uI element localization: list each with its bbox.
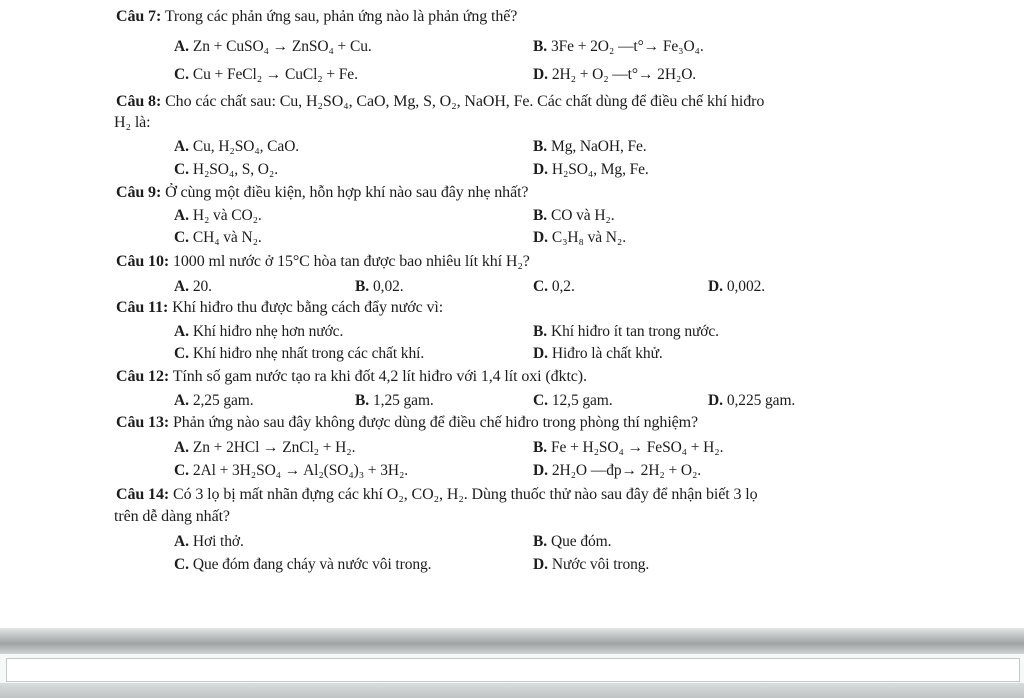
question-text: Cho các chất sau: Cu, H₂SO₄, CaO, Mg, S, O₂, NaOH, Fe. Các chất dùng để điều chế khí hiđro — [165, 93, 765, 110]
question-text: Ở cùng một điều kiện, hỗn hợp khí nào sau đây nhẹ nhất? — [165, 184, 529, 201]
option-text: Cu, H₂SO₄, CaO. — [192, 138, 300, 155]
option-c — [174, 461, 408, 481]
question-14 — [116, 485, 758, 505]
option-d — [533, 461, 701, 481]
option-text: H₂ và CO₂. — [192, 207, 262, 224]
question-number: Câu 11: — [116, 299, 169, 316]
option-label: B. — [533, 138, 548, 155]
option-label: A. — [174, 278, 189, 295]
option-text: Khí hiđro ít tan trong nước. — [551, 323, 719, 340]
option-text: Fe + H₂SO₄ → FeSO₄ + H₂. — [551, 439, 724, 456]
question-number: Câu 13: — [116, 414, 170, 431]
option-label: B. — [533, 207, 548, 224]
option-label: A. — [174, 392, 189, 409]
option-label: B. — [533, 38, 548, 55]
option-text: Nước vôi trong. — [551, 556, 650, 573]
option-a — [174, 391, 254, 411]
question-10 — [116, 252, 530, 272]
option-label: C. — [533, 392, 548, 409]
option-label: C. — [174, 556, 189, 573]
option-label: B. — [355, 392, 370, 409]
option-text: Zn + 2HCl → ZnCl₂ + H₂. — [192, 439, 356, 456]
question-9 — [116, 183, 528, 203]
option-text: H₂SO₄, Mg, Fe. — [551, 161, 649, 178]
question-text: Phản ứng nào sau đây không được dùng để điều chế hiđro trong phòng thí nghiệm? — [173, 414, 699, 431]
option-b — [533, 438, 723, 458]
option-label: D. — [533, 229, 548, 246]
option-text: 2Al + 3H₂SO₄ → Al₂(SO₄)₃ + 3H₂. — [192, 462, 409, 479]
question-14-continuation: trên dễ dàng nhất? — [114, 508, 230, 525]
option-d — [708, 277, 765, 297]
option-text: CO và H₂. — [551, 207, 615, 224]
option-a — [174, 532, 244, 552]
option-label: D. — [533, 161, 548, 178]
option-a — [174, 277, 212, 297]
question-text: Trong các phản ứng sau, phản ứng nào là phản ứng thế? — [164, 8, 518, 25]
option-b — [533, 37, 704, 57]
option-d — [708, 391, 795, 411]
option-label: A. — [174, 207, 189, 224]
option-text: 0,002. — [726, 278, 766, 295]
option-label: A. — [174, 439, 189, 456]
option-text: 2,25 gam. — [192, 392, 254, 409]
option-label: D. — [533, 556, 548, 573]
option-label: B. — [533, 533, 548, 550]
option-a — [174, 37, 372, 57]
question-number: Câu 10: — [116, 253, 170, 270]
question-12 — [116, 367, 587, 387]
option-text: 2H₂O —đp→ 2H₂ + O₂. — [551, 462, 702, 479]
option-label: D. — [533, 345, 548, 362]
option-text: CH₄ và N₂. — [192, 229, 262, 246]
option-label: C. — [174, 66, 189, 83]
option-text: Khí hiđro nhẹ nhất trong các chất khí. — [192, 345, 425, 362]
option-c — [174, 65, 358, 85]
option-text: 12,5 gam. — [551, 392, 613, 409]
next-page-strip[interactable] — [6, 658, 1020, 682]
option-a — [174, 137, 299, 157]
question-8 — [116, 92, 764, 112]
option-c — [174, 160, 278, 180]
option-label: A. — [174, 533, 189, 550]
option-a — [174, 438, 355, 458]
option-text: 1,25 gam. — [373, 392, 434, 409]
option-label: D. — [708, 278, 723, 295]
option-text: C₃H₈ và N₂. — [551, 229, 626, 246]
question-13 — [116, 413, 698, 433]
option-label: B. — [533, 439, 548, 456]
option-text: Khí hiđro nhẹ hơn nước. — [192, 323, 344, 340]
question-text: Tính số gam nước tạo ra khi đốt 4,2 lít hiđro với 1,4 lít oxi (đktc). — [172, 368, 587, 385]
option-label: A. — [174, 323, 189, 340]
option-text: 0,02. — [373, 278, 404, 295]
option-b — [355, 391, 434, 411]
option-text: Hơi thở. — [192, 533, 244, 550]
option-label: A. — [174, 138, 189, 155]
option-text: 3Fe + 2O₂ —t°→ Fe₃O₄. — [551, 38, 704, 55]
option-label: B. — [355, 278, 370, 295]
option-c — [174, 555, 431, 575]
option-text: Que đóm đang cháy và nước vôi trong. — [192, 556, 432, 573]
question-text: Có 3 lọ bị mất nhãn đựng các khí O₂, CO₂, H₂. Dùng thuốc thử nào sau đây để nhận biết 3 lọ — [173, 486, 758, 503]
option-d — [533, 160, 649, 180]
option-d — [533, 344, 663, 364]
question-number: Câu 12: — [116, 368, 170, 385]
option-text: 0,225 gam. — [726, 392, 796, 409]
option-text: Mg, NaOH, Fe. — [551, 138, 647, 155]
option-label: C. — [174, 462, 189, 479]
option-d — [533, 228, 626, 248]
option-label: D. — [533, 66, 548, 83]
option-text: Zn + CuSO₄ → ZnSO₄ + Cu. — [192, 38, 372, 55]
option-text: 20. — [192, 278, 212, 295]
option-a — [174, 322, 343, 342]
option-d — [533, 555, 649, 575]
question-11 — [116, 298, 443, 318]
question-number: Câu 14: — [116, 486, 170, 503]
question-text: Khí hiđro thu được bằng cách đẩy nước vì: — [172, 299, 444, 316]
option-b — [533, 137, 647, 157]
option-c — [174, 344, 424, 364]
option-label: A. — [174, 38, 189, 55]
option-label: B. — [533, 323, 548, 340]
option-b — [533, 532, 611, 552]
option-text: Que đóm. — [551, 533, 612, 550]
question-8-continuation: H₂ là: — [114, 114, 151, 131]
page-edge-shadow — [0, 628, 1024, 654]
option-c — [174, 228, 262, 248]
question-text: 1000 ml nước ở 15°C hòa tan được bao nhiêu lít khí H₂? — [173, 253, 530, 270]
question-number: Câu 7: — [116, 8, 162, 25]
option-label: C. — [174, 345, 189, 362]
option-text: Hiđro là chất khử. — [551, 345, 663, 362]
question-number: Câu 9: — [116, 184, 162, 201]
option-label: D. — [533, 462, 548, 479]
option-b — [533, 206, 615, 226]
option-text: H₂SO₄, S, O₂. — [192, 161, 278, 178]
option-text: 2H₂ + O₂ —t°→ 2H₂O. — [551, 66, 697, 83]
question-7 — [116, 7, 517, 27]
option-label: C. — [533, 278, 548, 295]
option-label: D. — [708, 392, 723, 409]
option-b — [355, 277, 404, 297]
option-c — [533, 277, 575, 297]
question-number: Câu 8: — [116, 93, 162, 110]
option-label: C. — [174, 229, 189, 246]
option-d — [533, 65, 696, 85]
option-b — [533, 322, 719, 342]
option-c — [533, 391, 613, 411]
option-text: 0,2. — [551, 278, 575, 295]
option-a — [174, 206, 262, 226]
status-bar — [0, 683, 1024, 698]
option-text: Cu + FeCl₂ → CuCl₂ + Fe. — [192, 66, 358, 83]
option-label: C. — [174, 161, 189, 178]
